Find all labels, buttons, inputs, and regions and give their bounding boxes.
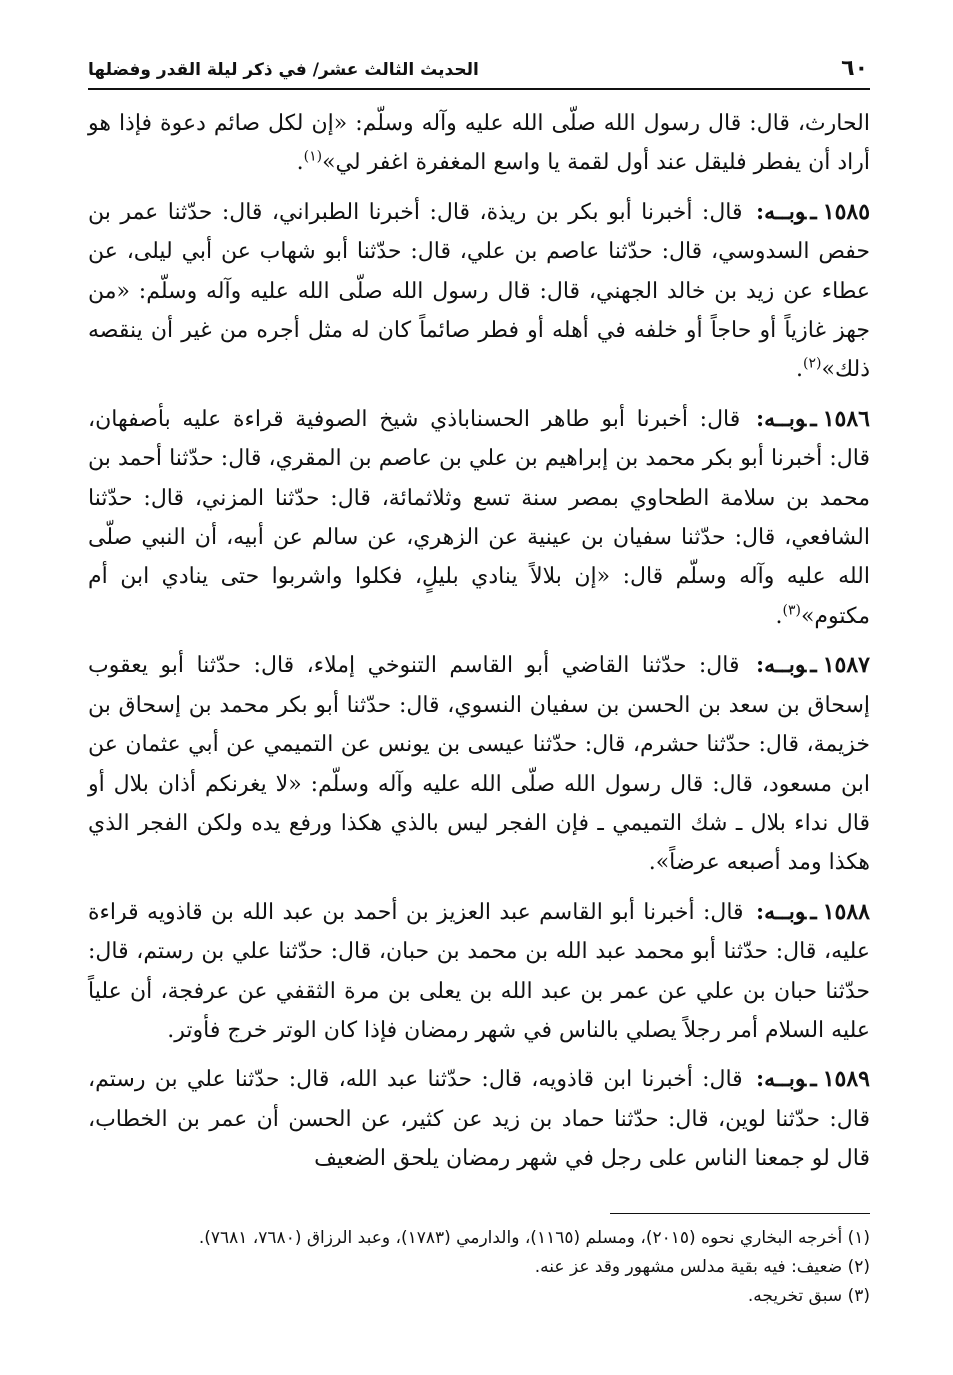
paragraph-continuation [88,104,870,183]
paragraph-end: . [775,603,783,629]
paragraph-end: . [167,1017,175,1043]
paragraph-text: قال: أخبرنا أبو القاسم عبد العزيز بن أحمد بن عبد الله بن قاذويه قراءة عليه، قال: حدّثنا أبو محمد عبد الله بن محمد بن حبان، قال: حدّثنا علي بن رستم، قال: حدّثنا حبان بن علي عن عمر بن عبد الله بن يعلى بن مرة الثقفي عن عرفجة، أن علياً عليه السلام أمر رجلاً يصلي بالناس في شهر رمضان فإذا كان الوتر خرج فأوتر [88,899,870,1043]
footnote-ref: (٢) [803,356,822,373]
footnote-item: (٢) ضعيف: فيه بقية مدلس مشهور وقد عز عنه. [534,1257,870,1277]
hadith-number: ١٥٨٩ [822,1066,870,1093]
paragraph-text: قال: أخبرنا أبو طاهر الحسناباذي شيخ الصوفية قراءة عليه بأصفهان، قال: أخبرنا أبو بكر محمد بن إبراهيم بن علي بن عاصم بن المقري، قال: حدّثنا أحمد بن محمد بن سلامة الطحاوي بمصر سنة تسع وثلاثمائة، قال: حدّثنا المزني، قال: حدّثنا الشافعي، قال: حدّثنا سفيان بن عينية عن الزهري، عن سالم عن أبيه، أن النبي صلّى الله عليه وآله وسلّم قال: «إن بلالاً ينادي بليلٍ، فكلوا واشربوا حتى ينادي ابن أم مكتوم» [88,406,870,629]
footnotes [88,1224,870,1311]
footnote-item: (٣) سبق تخريجه. [747,1286,870,1306]
hadith-number-label [752,652,870,678]
book-page [88,52,870,1352]
hadith-number-label [752,899,870,925]
hadith-opening: وبــه: [756,198,807,225]
hadith-number-label [752,406,870,432]
footnote-ref: (١) [303,149,323,166]
footnote-item: (١) أخرجه البخاري نحوه (٢٠١٥)، ومسلم (١١٦٥)، والدارمي (١٧٨٣)، وعبد الرزاق (٧٦٨٠، ٧٦٨١). [198,1228,870,1248]
hadith-opening: وبــه: [755,652,807,679]
hadith-dash: ـ [810,405,817,432]
hadith-paragraph [88,646,870,882]
paragraph-end: . [796,357,804,383]
footnote-divider [610,1213,870,1214]
hadith-opening: وبــه: [755,405,807,432]
hadith-dash: ـ [810,652,817,679]
paragraph-text: قال: أخبرنا أبو بكر بن ريذة، قال: أخبرنا الطبراني، قال: حدّثنا عمر بن حفص السدوسي، قال: حدّثنا عاصم بن علي، قال: حدّثنا أبو شهاب عن أبي ليلى، عن عطاء عن زيد بن خالد الجهني، قال: قال رسول الله صلّى الله عليه وآله وسلّم: «من جهز غازياً أو حاجاً أو خلفه في أهله أو فطر صائماً كان له مثل أجره من غير أن ينقصه ذلك» [88,199,870,383]
paragraph-end: . [648,850,656,876]
page-number: ٦٠ [841,56,868,81]
paragraph-end: . [296,150,304,176]
hadith-paragraph [88,893,870,1051]
hadith-number: ١٥٨٨ [822,898,870,925]
hadith-number: ١٥٨٦ [822,405,870,432]
footnote-ref: (٣) [782,602,801,619]
hadith-number-label [752,1066,870,1092]
hadith-number-label [752,199,870,225]
hadith-paragraph [88,400,870,636]
paragraph-text: قال: أخبرنا ابن قاذويه، قال: حدّثنا عبد الله، قال: حدّثنا علي بن رستم، قال: حدّثنا لوين، قال: حدّثنا حماد بن زيد عن كثير، عن الحسن أن عمر بن الخطاب، قال لو جمعنا الناس على رجل في شهر رمضان يلحق الضعيف [88,1067,870,1172]
running-header [88,52,870,90]
hadith-paragraph [88,193,870,390]
hadith-opening: وبــه: [755,1066,807,1093]
hadith-number: ١٥٨٥ [822,198,871,225]
hadith-paragraph [88,1060,870,1178]
body-text [88,104,870,1179]
chapter-title: الحديث الثالث عشر/ في ذكر ليلة القدر وفضلها [88,60,479,80]
hadith-number: ١٥٨٧ [822,652,870,679]
paragraph-text: الحارث، قال: قال رسول الله صلّى الله عليه وآله وسلّم: «إن لكل صائم دعوة فإذا هو أراد أن يفطر فليقل عند أول لقمة يا واسع المغفرة اغفر لي» [88,111,870,176]
hadith-dash: ـ [810,898,817,925]
hadith-dash: ـ [810,1066,817,1093]
paragraph-text: قال: حدّثنا القاضي أبو القاسم التنوخي إملاء، قال: حدّثنا أبو يعقوب إسحاق بن سعد بن الحسن بن سفيان النسوي، قال: حدّثنا أبو بكر محمد بن إسحاق بن خزيمة، قال: حدّثنا حشرم، قال: حدّثنا عيسى بن يونس عن التميمي عن أبي عثمان عن ابن مسعود، قال: قال رسول الله صلّى الله عليه وآله وسلّم: «لا يغرنكم أذان بلال أو قال نداء بلال ـ شك التميمي ـ فإن الفجر ليس بالذي هكذا ورفع يده ولكن الفجر الذي هكذا ومد أصبعه عرضاً» [88,653,870,876]
hadith-opening: وبــه: [755,898,807,925]
hadith-dash: ـ [810,198,817,225]
